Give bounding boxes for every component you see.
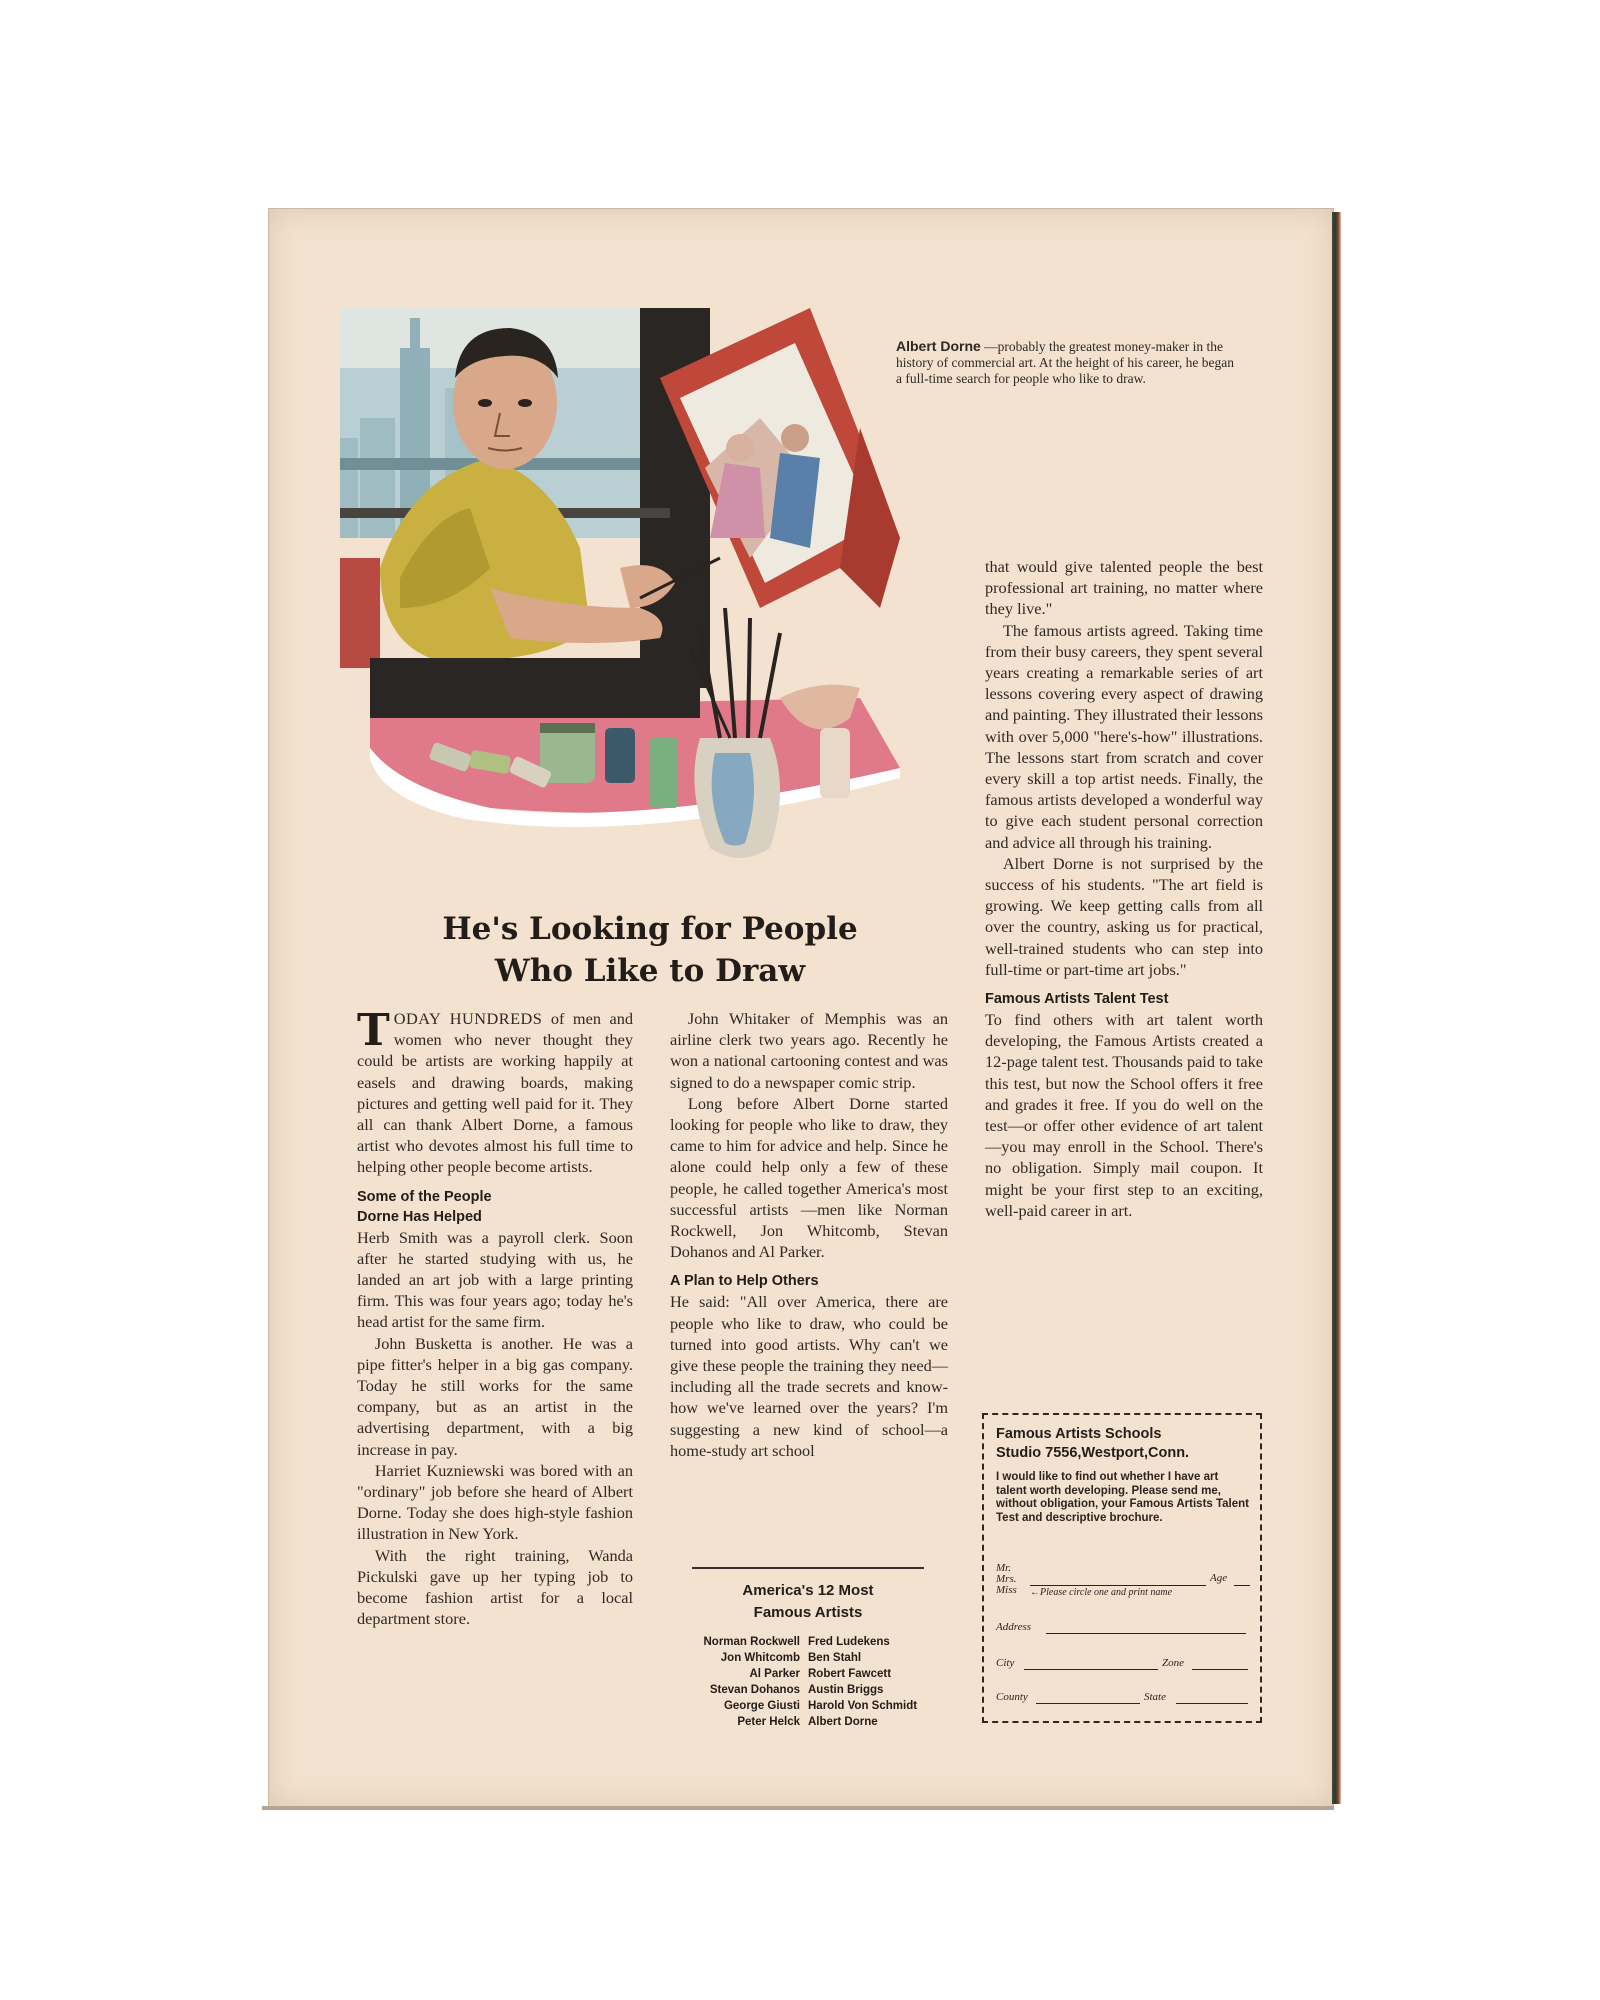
artist-name: Stevan Dohanos [709, 1684, 800, 1696]
artist-row [660, 1666, 960, 1682]
coupon-studio-address: Studio 7556,Westport,Conn. [996, 1445, 1190, 1461]
artist-name: Al Parker [749, 1668, 800, 1680]
mail-coupon[interactable] [982, 1413, 1262, 1723]
name-hint: ←Please circle one and print name [1030, 1587, 1173, 1598]
famous-artists-title [680, 1580, 936, 1624]
intro-text: of men and women who never thought they could be artists are working happily at easels and drawing boards, making pictures and getting well paid for it. They all can thank Albert Dorne, a famous artist who devotes almost his full time to helping other people become artists. [357, 1009, 633, 1177]
artist-row [660, 1682, 960, 1698]
coupon-header [996, 1425, 1260, 1463]
zone-label: Zone [1162, 1657, 1184, 1669]
paragraph-herb-smith: Herb Smith was a payroll clerk. Soon after he started studying with us, he landed an art job with a large printing firm. This was four years ago; today he's head artist for the same firm. [357, 1227, 633, 1332]
intro-paragraph [357, 1005, 633, 1178]
artist-name: Austin Briggs [808, 1684, 884, 1696]
artist-name: Albert Dorne [808, 1716, 878, 1728]
headline-line-2: Who Like to Draw [494, 953, 806, 989]
artist-name: Fred Ludekens [808, 1636, 890, 1648]
name-field-line[interactable] [1030, 1585, 1206, 1586]
artist-name: Robert Fawcett [808, 1668, 892, 1680]
artist-row [660, 1698, 960, 1714]
address-label: Address [996, 1621, 1032, 1633]
illustration-caption [896, 338, 1236, 387]
age-label: Age [1210, 1572, 1228, 1584]
article-column-3 [985, 556, 1263, 1221]
city-label: City [996, 1657, 1015, 1669]
paragraph-he-said: He said: "All over America, there are people who like to draw, who could be turned into good artists. Why can't we give these people the training they need—including all the trade secrets and know-how we've learned over the years? I'm suggesting a new kind of school—a home-study art school [670, 1292, 948, 1460]
artists-title-line-1: America's 12 Most [742, 1582, 874, 1599]
paragraph-talent-test: To find others with art talent worth developing, the Famous Artists created a 12-page talent test. Thousands paid to take this test, but now the School offers it free and grades it free. If you do well on the test—or offer other evidence of art talent—you may enroll in the School. There's no obligation. Simply mail coupon. It might be your first step to an exciting, well-paid career in art. [985, 1010, 1263, 1220]
lead-smallcaps: ODAY HUNDREDS [393, 1009, 543, 1028]
artist-at-easel-illustration [340, 308, 940, 913]
paragraph-long-before: Long before Albert Dorne started looking for people who like to draw, they came to him for advice and help. Since he alone could help only a few of these people, he called together America's most successful artists —men like Norman Rockwell, Jon Whitcomb, Stevan Dohanos and Al Parker. [670, 1093, 948, 1262]
paragraph-not-surprised: Albert Dorne is not surprised by the success of his students. "The art field is growing. We keep getting calls from all over the country, asking us for practical, well-trained students who can step into full-time or part-time art jobs." [985, 853, 1263, 979]
headline-line-1: He's Looking for People [442, 911, 858, 947]
paragraph-harriet-kuzniewski: Harriet Kuzniewski was bored with an "ordinary" job before she heard of Albert Dorne. Today she does high-style fashion illustration in New York. [357, 1460, 633, 1544]
address-field-line[interactable] [1046, 1633, 1246, 1634]
salutation-mrs[interactable]: Mrs. [996, 1573, 1017, 1585]
city-field-line[interactable] [1024, 1669, 1158, 1670]
paragraph-continuation: that would give talented people the best professional art training, no matter where they live." [985, 557, 1263, 619]
zone-field-line[interactable] [1192, 1669, 1248, 1670]
state-field-line[interactable] [1176, 1703, 1248, 1704]
county-label: County [996, 1691, 1028, 1703]
artists-title-line-2: Famous Artists [753, 1604, 863, 1621]
coupon-school-name: Famous Artists Schools [996, 1426, 1162, 1442]
headline [390, 908, 910, 992]
artist-name: Norman Rockwell [703, 1636, 800, 1648]
paragraph-john-busketta: John Busketta is another. He was a pipe fitter's helper in a big gas company. Today he still works for the same company, but as an artist in the advertising department, with a big increase in pay. [357, 1333, 633, 1459]
article-column-1 [357, 1005, 633, 1629]
artist-name: Jon Whitcomb [720, 1652, 800, 1664]
drop-cap: T [357, 1005, 390, 1056]
salutation-miss[interactable]: Miss [996, 1584, 1017, 1596]
artist-row [660, 1714, 960, 1730]
subheading-line-1: Some of the People [357, 1188, 492, 1205]
paragraph-john-whitaker: John Whitaker of Memphis was an airline clerk two years ago. Recently he won a national cartooning contest and was signed to do a newspaper comic strip. [670, 1009, 948, 1092]
subheading-talent-test: Famous Artists Talent Test [985, 991, 1169, 1008]
paragraph-artists-agreed: The famous artists agreed. Taking time from their busy careers, they spent several years creating a remarkable series of art lessons covering every aspect of drawing and painting. They illustrated their lessons with over 5,000 "here's-how" illustrations. The lessons start from scratch and cover every skill a top artist needs. Finally, the famous artists developed a wonderful way to give each student personal correction and advice all through his training. [985, 620, 1263, 852]
artist-row [660, 1650, 960, 1666]
artist-name: Harold Von Schmidt [808, 1700, 918, 1712]
county-field-line[interactable] [1036, 1703, 1140, 1704]
salutation-mr[interactable]: Mr. [996, 1562, 1011, 1574]
famous-artists-list [660, 1634, 960, 1730]
paragraph-wanda-pickulski: With the right training, Wanda Pickulski gave up her typing job to become fashion artist for a local department store. [357, 1545, 633, 1629]
subheading-people-helped [357, 1187, 633, 1227]
page-bottom-edge [262, 1806, 1334, 1810]
name-hint-text: Please circle one and print name [1040, 1587, 1173, 1598]
artist-row [660, 1634, 960, 1650]
subheading-line-2: Dorne Has Helped [357, 1208, 482, 1225]
state-label: State [1144, 1691, 1166, 1703]
artist-name: George Giusti [723, 1700, 800, 1712]
article-column-2 [670, 1008, 948, 1461]
caption-text: —probably the greatest money-maker in the history of commercial art. At the height of his career, he began a full-time search for people who like to draw. [896, 339, 1234, 386]
subheading-plan: A Plan to Help Others [670, 1273, 819, 1290]
page-spine-edge [1332, 212, 1341, 1804]
artist-name: Peter Helck [737, 1716, 800, 1728]
artist-name: Ben Stahl [808, 1652, 862, 1664]
divider-rule [692, 1567, 924, 1569]
coupon-request-text: I would like to find out whether I have art talent worth developing. Please send me, without obligation, your Famous Artists Talent Test and descriptive brochure. [996, 1471, 1249, 1524]
salutation-options[interactable] [996, 1563, 1017, 1596]
age-field-line[interactable] [1234, 1585, 1250, 1586]
caption-name: Albert Dorne [896, 338, 981, 354]
